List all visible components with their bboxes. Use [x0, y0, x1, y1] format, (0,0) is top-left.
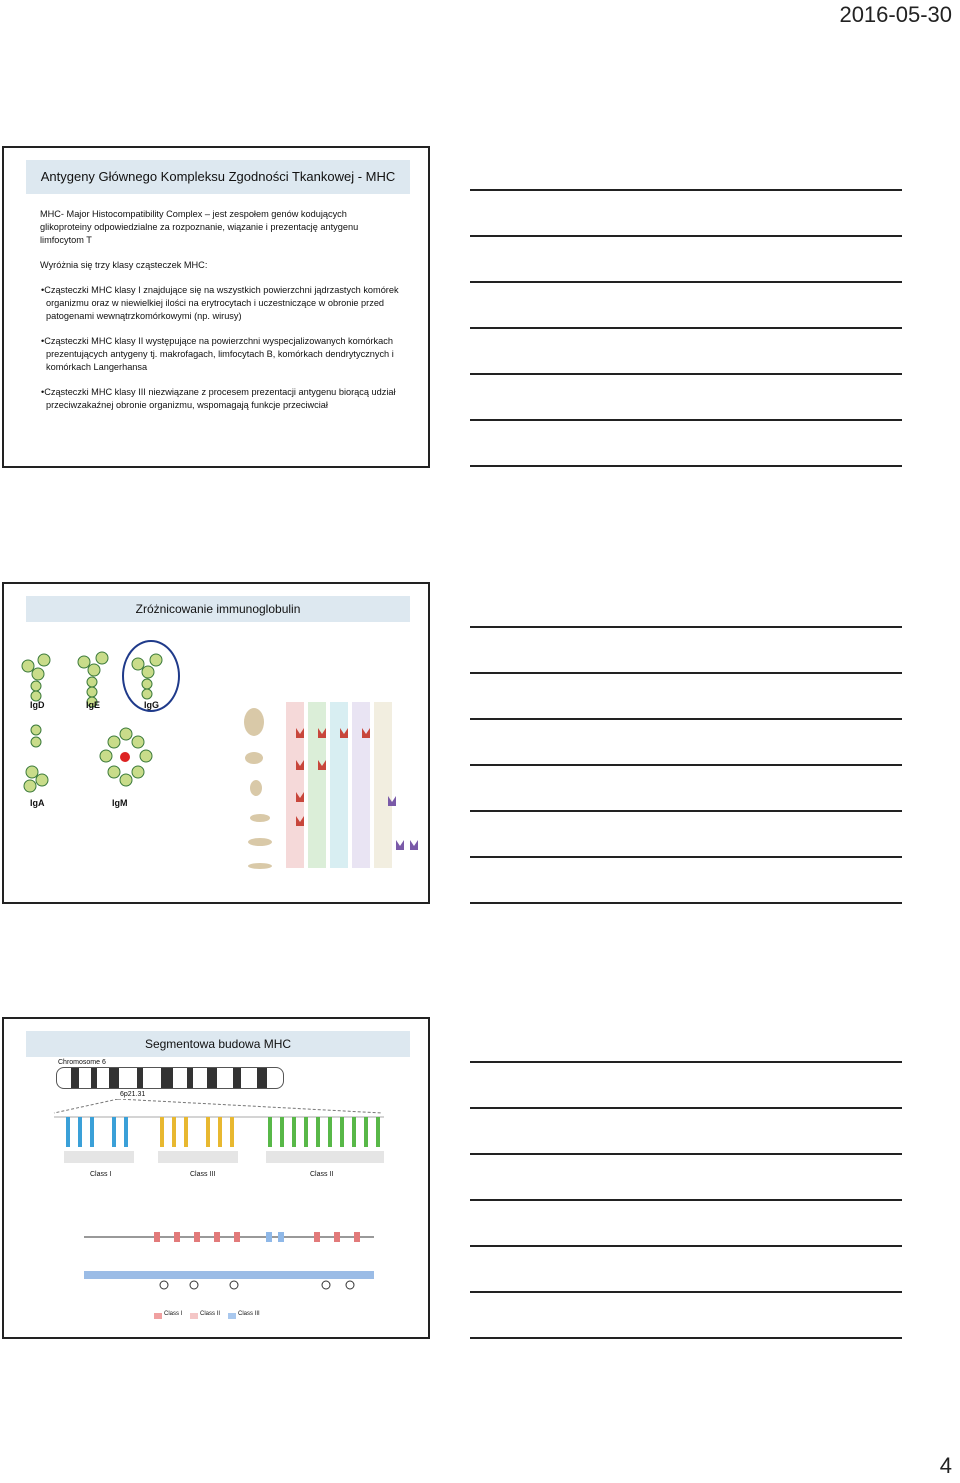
bullet-class-2: •Cząsteczki MHC klasy II występujące na powierzchni wyspecjalizowanych komórkach prezentujących antygeny tj. makrofagach, limfocytach B, komórkach dendrytycznych i komórkach Langerhansa	[41, 336, 394, 372]
chromosome-6-ideogram	[56, 1067, 284, 1089]
label-class-3: Class III	[190, 1171, 216, 1178]
slide-immunoglobulins	[2, 582, 430, 904]
species-antibody-icons	[220, 688, 420, 888]
label-class-1: Class I	[90, 1171, 112, 1178]
label-iga: IgA	[30, 798, 45, 808]
evolution-figure	[220, 688, 420, 888]
legend-class-3: Class III	[238, 1311, 260, 1317]
ige-antibody	[78, 652, 108, 707]
label-igg: IgG	[144, 700, 159, 710]
iga-antibody	[24, 725, 48, 792]
legend-class-1: Class I	[164, 1311, 183, 1317]
slide-title: Segmentowa budowa MHC	[26, 1031, 410, 1057]
class3-genes	[160, 1117, 234, 1147]
igd-antibody	[22, 654, 50, 701]
label-igd: IgD	[30, 700, 45, 710]
legend-class-2: Class II	[200, 1311, 221, 1317]
j-chain-icon	[120, 752, 130, 762]
class2-genes	[268, 1117, 380, 1147]
slide-title: Antygeny Głównego Kompleksu Zgodności Tkankowej - MHC	[26, 160, 410, 194]
slide-body	[40, 208, 400, 424]
intro-paragraph: MHC- Major Histocompatibility Complex – jest zespołem genów kodujących glikoproteiny odpowiedzialne za rozpoznanie, wiązanie i prezentację antygenu limfocytom T	[40, 209, 359, 245]
classes-heading: Wyróżnia się trzy klasy cząsteczek MHC:	[40, 260, 208, 270]
label-class-2: Class II	[310, 1171, 334, 1178]
chromosome-label: Chromosome 6	[58, 1059, 106, 1066]
band-label: 6p21.31	[120, 1091, 146, 1098]
immunoglobulin-diagram	[14, 646, 214, 816]
slide-mhc-segments	[2, 1017, 430, 1339]
slide-mhc-antigens	[2, 146, 430, 468]
date-header: 2016-05-30	[839, 2, 952, 27]
label-igm: IgM	[112, 798, 128, 808]
bullet-class-1: •Cząsteczki MHC klasy I znajdujące się na wszystkich powierzchni jądrzastych komórek organizmu oraz w niewielkiej ilości na erytrocytach i uczestniczące w obronie przed patogenami wewnątrzkomórkowymi (np. wirusy)	[41, 285, 399, 321]
bullet-class-3: •Cząsteczki MHC klasy III niezwiązane z procesem prezentacji antygenu biorącą udział przeciwzakaźnej obronie organizmu, wspomagają funkcje przeciwciał	[41, 387, 396, 410]
mhc-gene-map	[44, 1099, 394, 1329]
slide-title: Zróżnicowanie immunoglobulin	[26, 596, 410, 622]
label-ige: IgE	[86, 700, 101, 710]
page-number: 4	[939, 1453, 952, 1478]
class1-genes	[66, 1117, 128, 1147]
